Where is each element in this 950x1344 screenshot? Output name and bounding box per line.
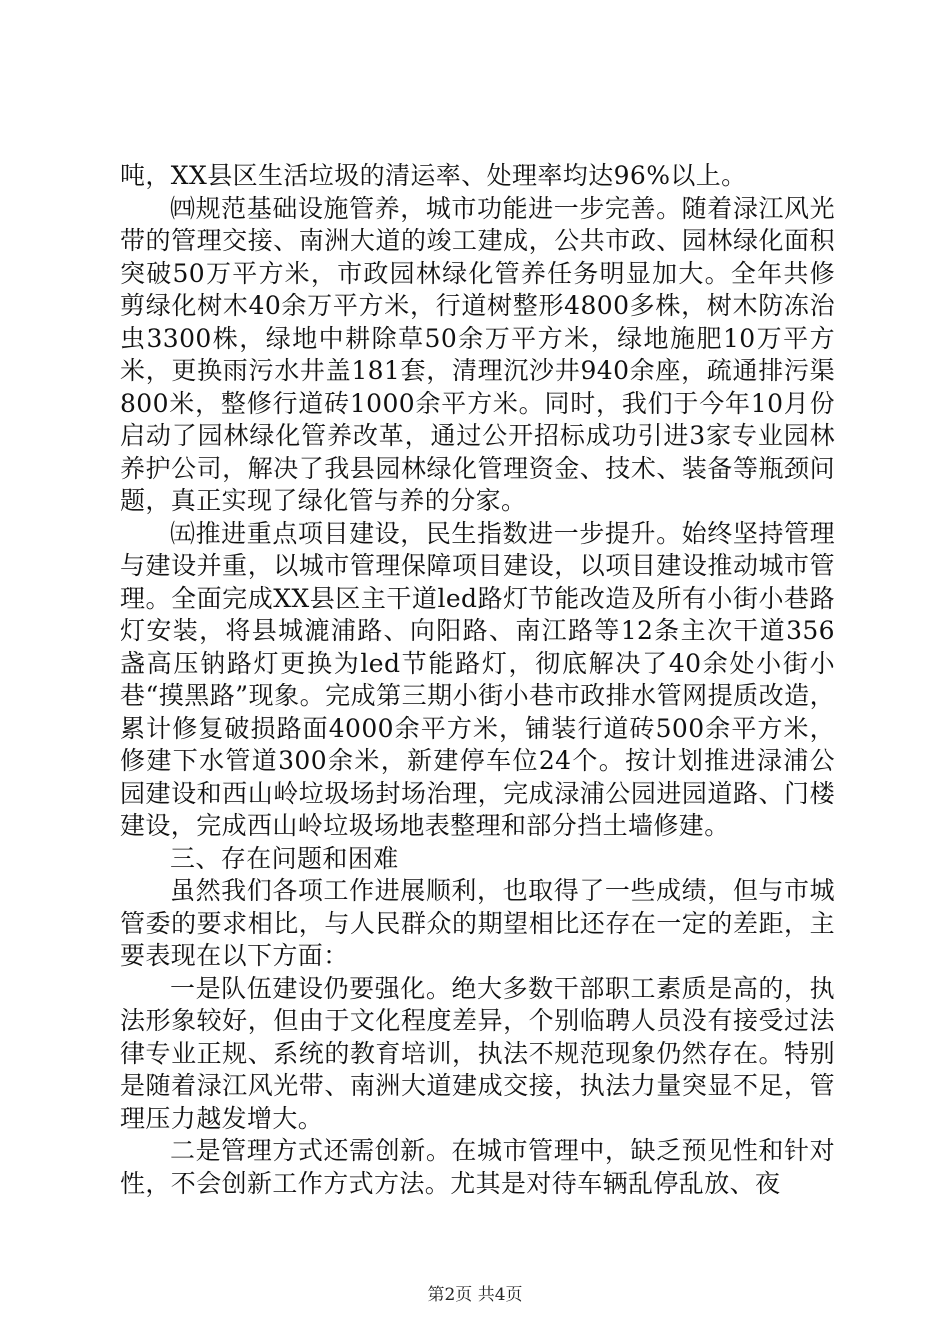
paragraph-gap-intro: 虽然我们各项工作进展顺利，也取得了一些成绩，但与市城管委的要求相比，与人民群众的期望相比还存在一定的差距，主要表现在以下方面： <box>120 876 835 970</box>
section-heading-problems: 三、存在问题和困难 <box>170 843 399 873</box>
paragraph-continuation: 吨，XX县区生活垃圾的清运率、处理率均达96%以上。 <box>120 161 747 190</box>
page-footer: 第2页 共4页 <box>427 1285 523 1305</box>
paragraph-management-methods: 二是管理方式还需创新。在城市管理中，缺乏预见性和针对性，不会创新工作方式方法。尤其是对待车辆乱停乱放、夜 <box>120 1136 835 1198</box>
paragraph-key-projects: ㈤推进重点项目建设，民生指数进一步提升。始终坚持管理与建设并重，以城市管理保障项目建设，以项目建设推动城市管理。全面完成XX县区主干道led路灯节能改造及所有小街小巷路灯安装，将县城漉浦路、向阳路、南江路等12条主次干道356盏高压钠路灯更换为led节能路灯，彻底解决了40余处小街小巷“摸黑路”现象。完成第三期小街小巷市政排水管网提质改造，累计修复破损路面4000余平方米，铺装行道砖500余平方米，修建下水管道300余米，新建停车位24个。按计划推进渌浦公园建设和西山岭垃圾场封场治理，完成渌浦公园进园道路、门楼建设，完成西山岭垃圾场地表整理和部分挡土墙修建。 <box>120 518 835 840</box>
paragraph-team-building: 一是队伍建设仍要强化。绝大多数干部职工素质是高的，执法形象较好，但由于文化程度差异，个别临聘人员没有接受过法律专业正规、系统的教育培训，执法不规范现象仍然存在。特别是随着渌江风光带、南洲大道建成交接，执法力量突显不足，管理压力越发增大。 <box>120 973 835 1133</box>
document-body <box>120 160 835 1200</box>
paragraph-infrastructure: ㈣规范基础设施管养，城市功能进一步完善。随着渌江风光带的管理交接、南洲大道的竣工建成，公共市政、园林绿化面积突破50万平方米，市政园林绿化管养任务明显加大。全年共修剪绿化树木40余万平方米，行道树整形4800多株，树木防冻治虫3300株，绿地中耕除草50余万平方米，绿地施肥10万平方米，更换雨污水井盖181套，清理沉沙井940余座，疏通排污渠800米，整修行道砖1000余平方米。同时，我们于今年10月份启动了园林绿化管养改革，通过公开招标成功引进3家专业园林养护公司，解决了我县园林绿化管理资金、技术、装备等瓶颈问题，真正实现了绿化管与养的分家。 <box>120 193 835 515</box>
